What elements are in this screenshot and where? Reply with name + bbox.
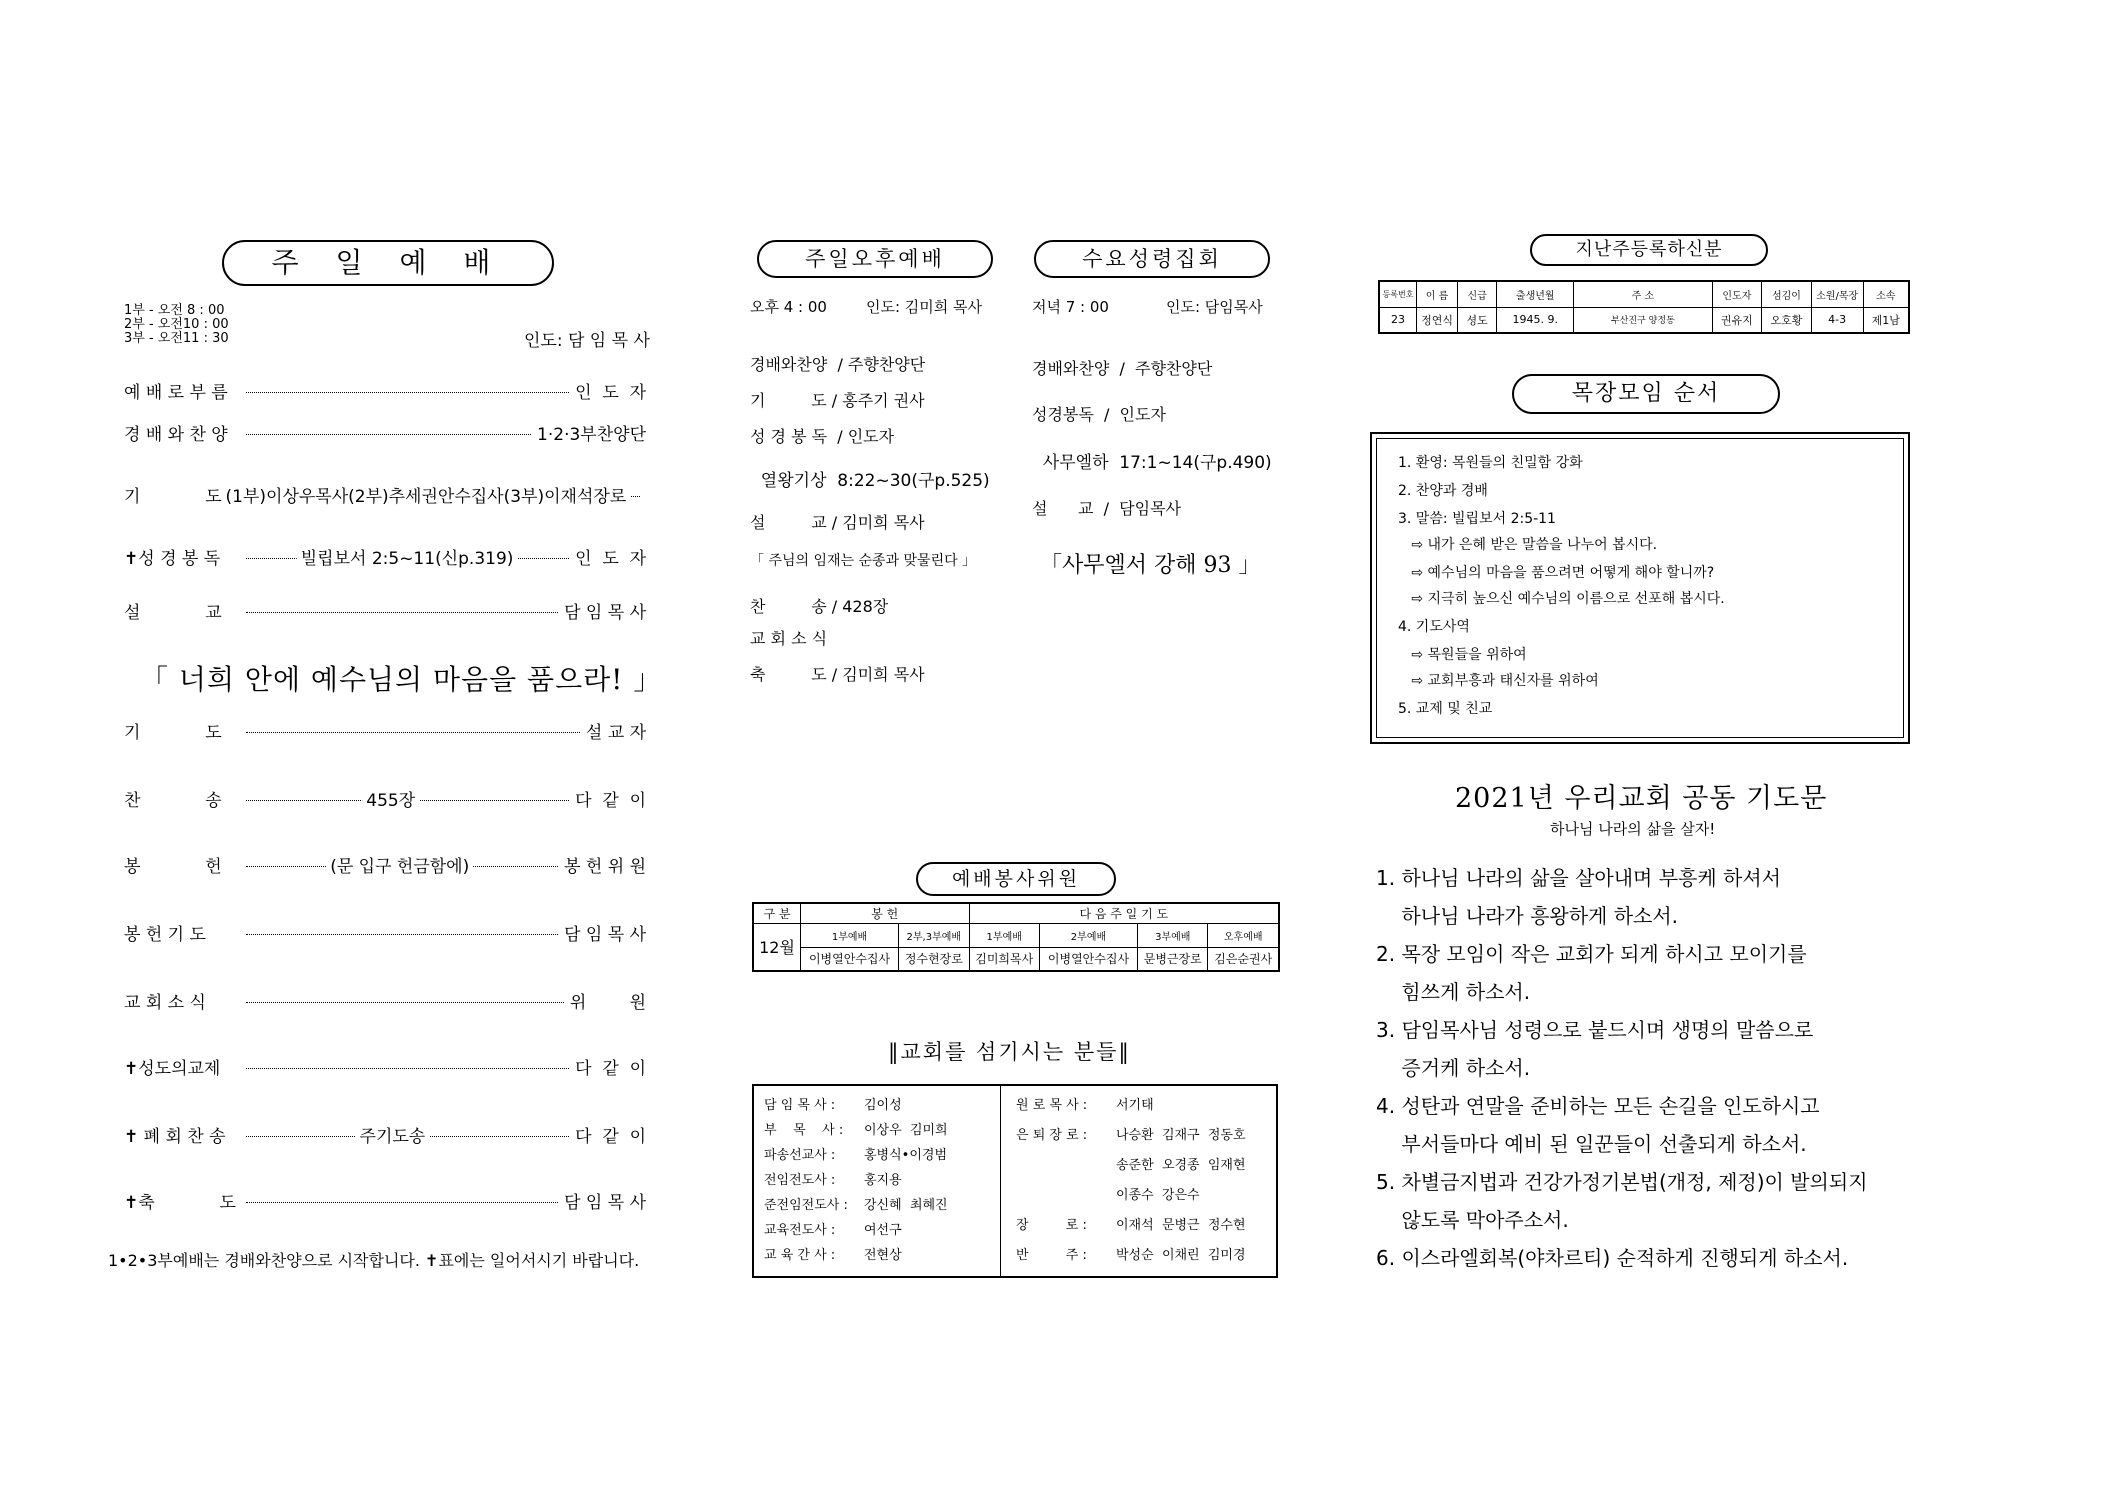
registration-cell: 오호황 bbox=[1762, 307, 1812, 333]
staff-names: 홍지용 bbox=[864, 1173, 902, 1188]
staff-names: 이상우 김미희 bbox=[864, 1123, 948, 1138]
line-item: 사무엘하 17:1~14(구p.490) bbox=[1032, 453, 1272, 473]
order-person: 담 임 목 사 bbox=[564, 925, 646, 945]
registration-header: 이 름 bbox=[1416, 281, 1457, 307]
committee-cell: 김미희목사 bbox=[969, 947, 1039, 971]
staff-box bbox=[752, 1084, 1278, 1278]
line-item: 4. 성탄과 연말을 준비하는 모든 손길을 인도하시고 bbox=[1376, 1094, 1820, 1118]
committee-cell: 정수현장로 bbox=[899, 947, 969, 971]
service-time: 3부 - 오전11 : 30 bbox=[124, 331, 229, 346]
afternoon-leader: 인도: 김미희 목사 bbox=[866, 298, 983, 316]
registration-header: 섬김이 bbox=[1762, 281, 1812, 307]
order-row bbox=[124, 420, 646, 445]
footnote: 1•2•3부예배는 경배와찬양으로 시작합니다. ✝표에는 일어서시기 바랍니다. bbox=[108, 1251, 640, 1270]
line-item: 축 도 / 김미희 목사 bbox=[750, 665, 925, 684]
line-item: 하나님 나라가 흥왕하게 하소서. bbox=[1376, 904, 1679, 928]
line-item: 경배와찬양 / 주향찬양단 bbox=[1032, 359, 1213, 378]
order-label: ✝성도의교제 bbox=[124, 1059, 221, 1079]
staff-names: 전현상 bbox=[864, 1248, 902, 1263]
leader-dots bbox=[246, 732, 580, 733]
order-detail: 주기도송 bbox=[356, 1122, 430, 1147]
staff-divider bbox=[1000, 1086, 1001, 1276]
order-person: 담 임 목 사 bbox=[564, 1193, 646, 1213]
order-person: 위 원 bbox=[569, 993, 646, 1013]
order-label: 봉 헌 bbox=[124, 857, 222, 877]
staff-names: 김이성 bbox=[864, 1098, 902, 1113]
line-item: 열왕기상 8:22~30(구p.525) bbox=[750, 471, 990, 491]
committee-cell: 김은순권사 bbox=[1208, 947, 1279, 971]
line-item: ⇨ 목원들을 위하여 bbox=[1398, 647, 1527, 663]
registration-header: 주 소 bbox=[1574, 281, 1712, 307]
staff-role: 원 로 목 사 : bbox=[1016, 1098, 1088, 1113]
order-label: ✝성 경 봉 독 bbox=[124, 549, 221, 569]
order-label: 기 도 bbox=[124, 487, 222, 507]
order-label: 기 도 bbox=[124, 723, 222, 743]
wednesday-sermon: 「사무엘서 강해 93 」 bbox=[1040, 553, 1261, 578]
staff-role: 반 주 : bbox=[1016, 1248, 1087, 1263]
committee-subheader: 오후예배 bbox=[1208, 923, 1279, 947]
line-item: 힘쓰게 하소서. bbox=[1376, 980, 1531, 1004]
committee-subheader: 2부예배 bbox=[1039, 923, 1137, 947]
registration-cell: 권유지 bbox=[1712, 307, 1762, 333]
registration-cell: 셩도 bbox=[1458, 307, 1497, 333]
leader-dots bbox=[246, 434, 531, 435]
staff-role: 장 로 : bbox=[1016, 1218, 1087, 1233]
mokjang-title: 목장모임 순서 bbox=[1512, 374, 1780, 414]
order-person: 다 같 이 bbox=[575, 1059, 646, 1079]
mokjang-box bbox=[1370, 432, 1910, 744]
service-leader: 인도: 담 임 목 사 bbox=[524, 331, 650, 351]
registration-cell: 제1남 bbox=[1863, 307, 1909, 333]
order-person: 다 같 이 bbox=[575, 791, 646, 811]
staff-role: 준전임전도사 : bbox=[764, 1198, 848, 1213]
registration-cell: 4-3 bbox=[1811, 307, 1863, 333]
line-item: 부서들마다 예비 된 일꾼들이 선출되게 하소서. bbox=[1376, 1132, 1807, 1156]
staff-role: 교 육 간 사 : bbox=[764, 1248, 836, 1263]
order-person: 담 임 목 사 bbox=[564, 603, 646, 623]
order-row bbox=[124, 1188, 646, 1213]
sermon-title: 「 너희 안에 예수님의 마음을 품으라! 」 bbox=[140, 663, 663, 696]
committee-header: 구 분 bbox=[753, 903, 801, 923]
order-label: ✝ 폐 회 찬 송 bbox=[124, 1127, 226, 1147]
committee-subheader: 1부예배 bbox=[801, 923, 899, 947]
order-label: 설 교 bbox=[124, 603, 222, 623]
staff-names: 여선구 bbox=[864, 1223, 902, 1238]
line-item: 3. 담임목사님 성령으로 붙드시며 생명의 말씀으로 bbox=[1376, 1018, 1814, 1042]
order-label: 봉 헌 기 도 bbox=[124, 925, 206, 945]
committee-subheader: 1부예배 bbox=[969, 923, 1039, 947]
staff-role: 파송선교사 : bbox=[764, 1148, 836, 1163]
order-detail: 빌립보서 2:5~11(신p.319) bbox=[297, 544, 518, 569]
line-item: ⇨ 예수님의 마음을 품으려면 어떻게 해야 할니까? bbox=[1398, 565, 1715, 581]
order-person: 인 도 자 bbox=[575, 383, 646, 403]
prayer-title: 2021년 우리교회 공동 기도문 bbox=[1455, 783, 1828, 814]
staff-names: 나승환 김재구 정동호 bbox=[1116, 1128, 1246, 1143]
line-item: ⇨ 지극히 높으신 예수님의 이름으로 선포해 봅시다. bbox=[1398, 591, 1725, 607]
staff-names: 송준한 오경종 임재현 bbox=[1116, 1158, 1246, 1173]
line-item: 교 회 소 식 bbox=[750, 629, 828, 648]
order-row bbox=[124, 786, 646, 811]
committee-title: 예배봉사위원 bbox=[916, 862, 1116, 896]
order-label: 경 배 와 찬 양 bbox=[124, 425, 228, 445]
order-row bbox=[124, 378, 646, 403]
leader-dots bbox=[246, 612, 558, 613]
wednesday-leader: 인도: 담임목사 bbox=[1166, 298, 1263, 316]
committee-cell: 이병열안수집사 bbox=[801, 947, 899, 971]
line-item: ⇨ 교회부흥과 태신자를 위하여 bbox=[1398, 673, 1599, 689]
line-item: 않도록 막아주소서. bbox=[1376, 1208, 1569, 1232]
order-row bbox=[124, 598, 646, 623]
registration-header: 인도자 bbox=[1712, 281, 1762, 307]
order-detail: (1부)이상우목사(2부)추세권안수집사(3부)이재석장로 bbox=[222, 482, 631, 507]
leader-dots bbox=[246, 1068, 569, 1069]
line-item: 성경봉독 / 인도자 bbox=[1032, 405, 1166, 424]
order-person: 봉 헌 위 원 bbox=[564, 857, 646, 877]
leader-dots bbox=[246, 1002, 564, 1003]
order-detail: (문 입구 헌금함에) bbox=[326, 852, 473, 877]
order-row bbox=[124, 482, 646, 507]
line-item: 3. 말씀: 빌립보서 2:5-11 bbox=[1398, 511, 1556, 527]
line-item: 5. 차별금지법과 건강가정기본법(개정, 제정)이 발의되지 bbox=[1376, 1170, 1868, 1194]
committee-table bbox=[752, 902, 1280, 972]
line-item: 1. 환영: 목원들의 친밀함 강화 bbox=[1398, 455, 1583, 471]
service-time: 2부 - 오전10 : 00 bbox=[124, 317, 229, 332]
registration-cell: 1945. 9. bbox=[1497, 307, 1574, 333]
line-item: ⇨ 내가 은혜 받은 말씀을 나누어 봅시다. bbox=[1398, 537, 1658, 553]
prayer-subtitle: 하나님 나라의 삶을 살자! bbox=[1550, 820, 1716, 838]
staff-names: 강신혜 최혜진 bbox=[864, 1198, 948, 1213]
line-item: 설 교 / 담임목사 bbox=[1032, 499, 1181, 518]
line-item: 2. 목장 모임이 작은 교회가 되게 하시고 모이기를 bbox=[1376, 942, 1807, 966]
order-row bbox=[124, 1054, 646, 1079]
order-row bbox=[124, 718, 646, 743]
order-row bbox=[124, 920, 646, 945]
registration-title: 지난주등록하신분 bbox=[1530, 234, 1768, 266]
staff-names: 이종수 강은수 bbox=[1116, 1188, 1200, 1203]
order-row bbox=[124, 988, 646, 1013]
afternoon-service-title: 주일오후예배 bbox=[757, 240, 993, 278]
staff-names: 서기태 bbox=[1116, 1098, 1154, 1113]
committee-cell: 문병근장로 bbox=[1138, 947, 1208, 971]
staff-role: 부 목 사 : bbox=[764, 1123, 844, 1138]
service-time: 1부 - 오전 8 : 00 bbox=[124, 303, 225, 318]
committee-cell: 이병열안수집사 bbox=[1039, 947, 1137, 971]
committee-subheader: 3부예배 bbox=[1138, 923, 1208, 947]
staff-role: 교육전도사 : bbox=[764, 1223, 836, 1238]
leader-dots bbox=[246, 934, 558, 935]
service-times bbox=[124, 304, 229, 346]
committee-month: 12월 bbox=[753, 923, 801, 971]
staff-role: 은 퇴 장 로 : bbox=[1016, 1128, 1088, 1143]
staff-names: 이재석 문병근 정수현 bbox=[1116, 1218, 1246, 1233]
wednesday-time: 저녁 7 : 00 bbox=[1032, 298, 1109, 316]
registration-header: 등록번호 bbox=[1379, 281, 1416, 307]
afternoon-time: 오후 4 : 00 bbox=[750, 298, 827, 316]
order-row bbox=[124, 544, 646, 569]
wednesday-service-title: 수요성령집회 bbox=[1034, 240, 1270, 278]
registration-header: 신급 bbox=[1458, 281, 1497, 307]
staff-title: ‖교회를 섬기시는 분들‖ bbox=[888, 1040, 1131, 1064]
order-person: 1·2·3부찬양단 bbox=[537, 425, 646, 445]
registration-header: 소원/목장 bbox=[1811, 281, 1863, 307]
line-item: 1. 하나님 나라의 삶을 살아내며 부흥케 하셔서 bbox=[1376, 866, 1781, 890]
line-item: 기 도 / 홍주기 권사 bbox=[750, 391, 925, 410]
registration-header: 출생년월 bbox=[1497, 281, 1574, 307]
registration-header: 소속 bbox=[1863, 281, 1909, 307]
order-person: 인 도 자 bbox=[575, 549, 646, 569]
line-item: 4. 기도사역 bbox=[1398, 619, 1470, 635]
staff-names: 박성순 이채린 김미경 bbox=[1116, 1248, 1246, 1263]
registration-cell: 부산진구 양정동 bbox=[1574, 307, 1712, 333]
line-item: 증거케 하소서. bbox=[1376, 1056, 1531, 1080]
staff-names: 홍병식•이경범 bbox=[864, 1148, 948, 1163]
order-label: ✝축 도 bbox=[124, 1193, 236, 1213]
order-row bbox=[124, 1122, 646, 1147]
order-person: 다 같 이 bbox=[575, 1127, 646, 1147]
leader-dots bbox=[246, 392, 569, 393]
order-label: 예 배 로 부 름 bbox=[124, 383, 228, 403]
line-item: 찬 송 / 428장 bbox=[750, 597, 889, 616]
order-label: 교 회 소 식 bbox=[124, 993, 206, 1013]
committee-subheader: 2부,3부예배 bbox=[899, 923, 969, 947]
committee-header: 봉 헌 bbox=[801, 903, 970, 923]
order-row bbox=[124, 852, 646, 877]
staff-role: 전임전도사 : bbox=[764, 1173, 836, 1188]
sunday-service-title: 주 일 예 배 bbox=[222, 240, 554, 286]
line-item: 설 교 / 김미희 목사 bbox=[750, 513, 925, 532]
order-person: 설 교 자 bbox=[585, 723, 646, 743]
leader-dots bbox=[246, 1202, 558, 1203]
line-item: 성 경 봉 독 / 인도자 bbox=[750, 427, 895, 446]
line-item: 「 주님의 임재는 순종과 맞물린다 」 bbox=[750, 553, 977, 569]
staff-role: 담 임 목 사 : bbox=[764, 1098, 836, 1113]
line-item: 5. 교제 및 친교 bbox=[1398, 701, 1493, 717]
registration-cell: 23 bbox=[1379, 307, 1416, 333]
registration-cell: 정연식 bbox=[1416, 307, 1457, 333]
order-detail: 455장 bbox=[362, 786, 419, 811]
line-item: 경배와찬양 / 주향찬양단 bbox=[750, 355, 926, 374]
committee-header: 다 음 주 일 기 도 bbox=[969, 903, 1279, 923]
line-item: 2. 찬양과 경배 bbox=[1398, 483, 1488, 499]
order-label: 찬 송 bbox=[124, 791, 222, 811]
registration-table bbox=[1378, 280, 1910, 334]
line-item: 6. 이스라엘회복(야차르티) 순적하게 진행되게 하소서. bbox=[1376, 1246, 1849, 1270]
